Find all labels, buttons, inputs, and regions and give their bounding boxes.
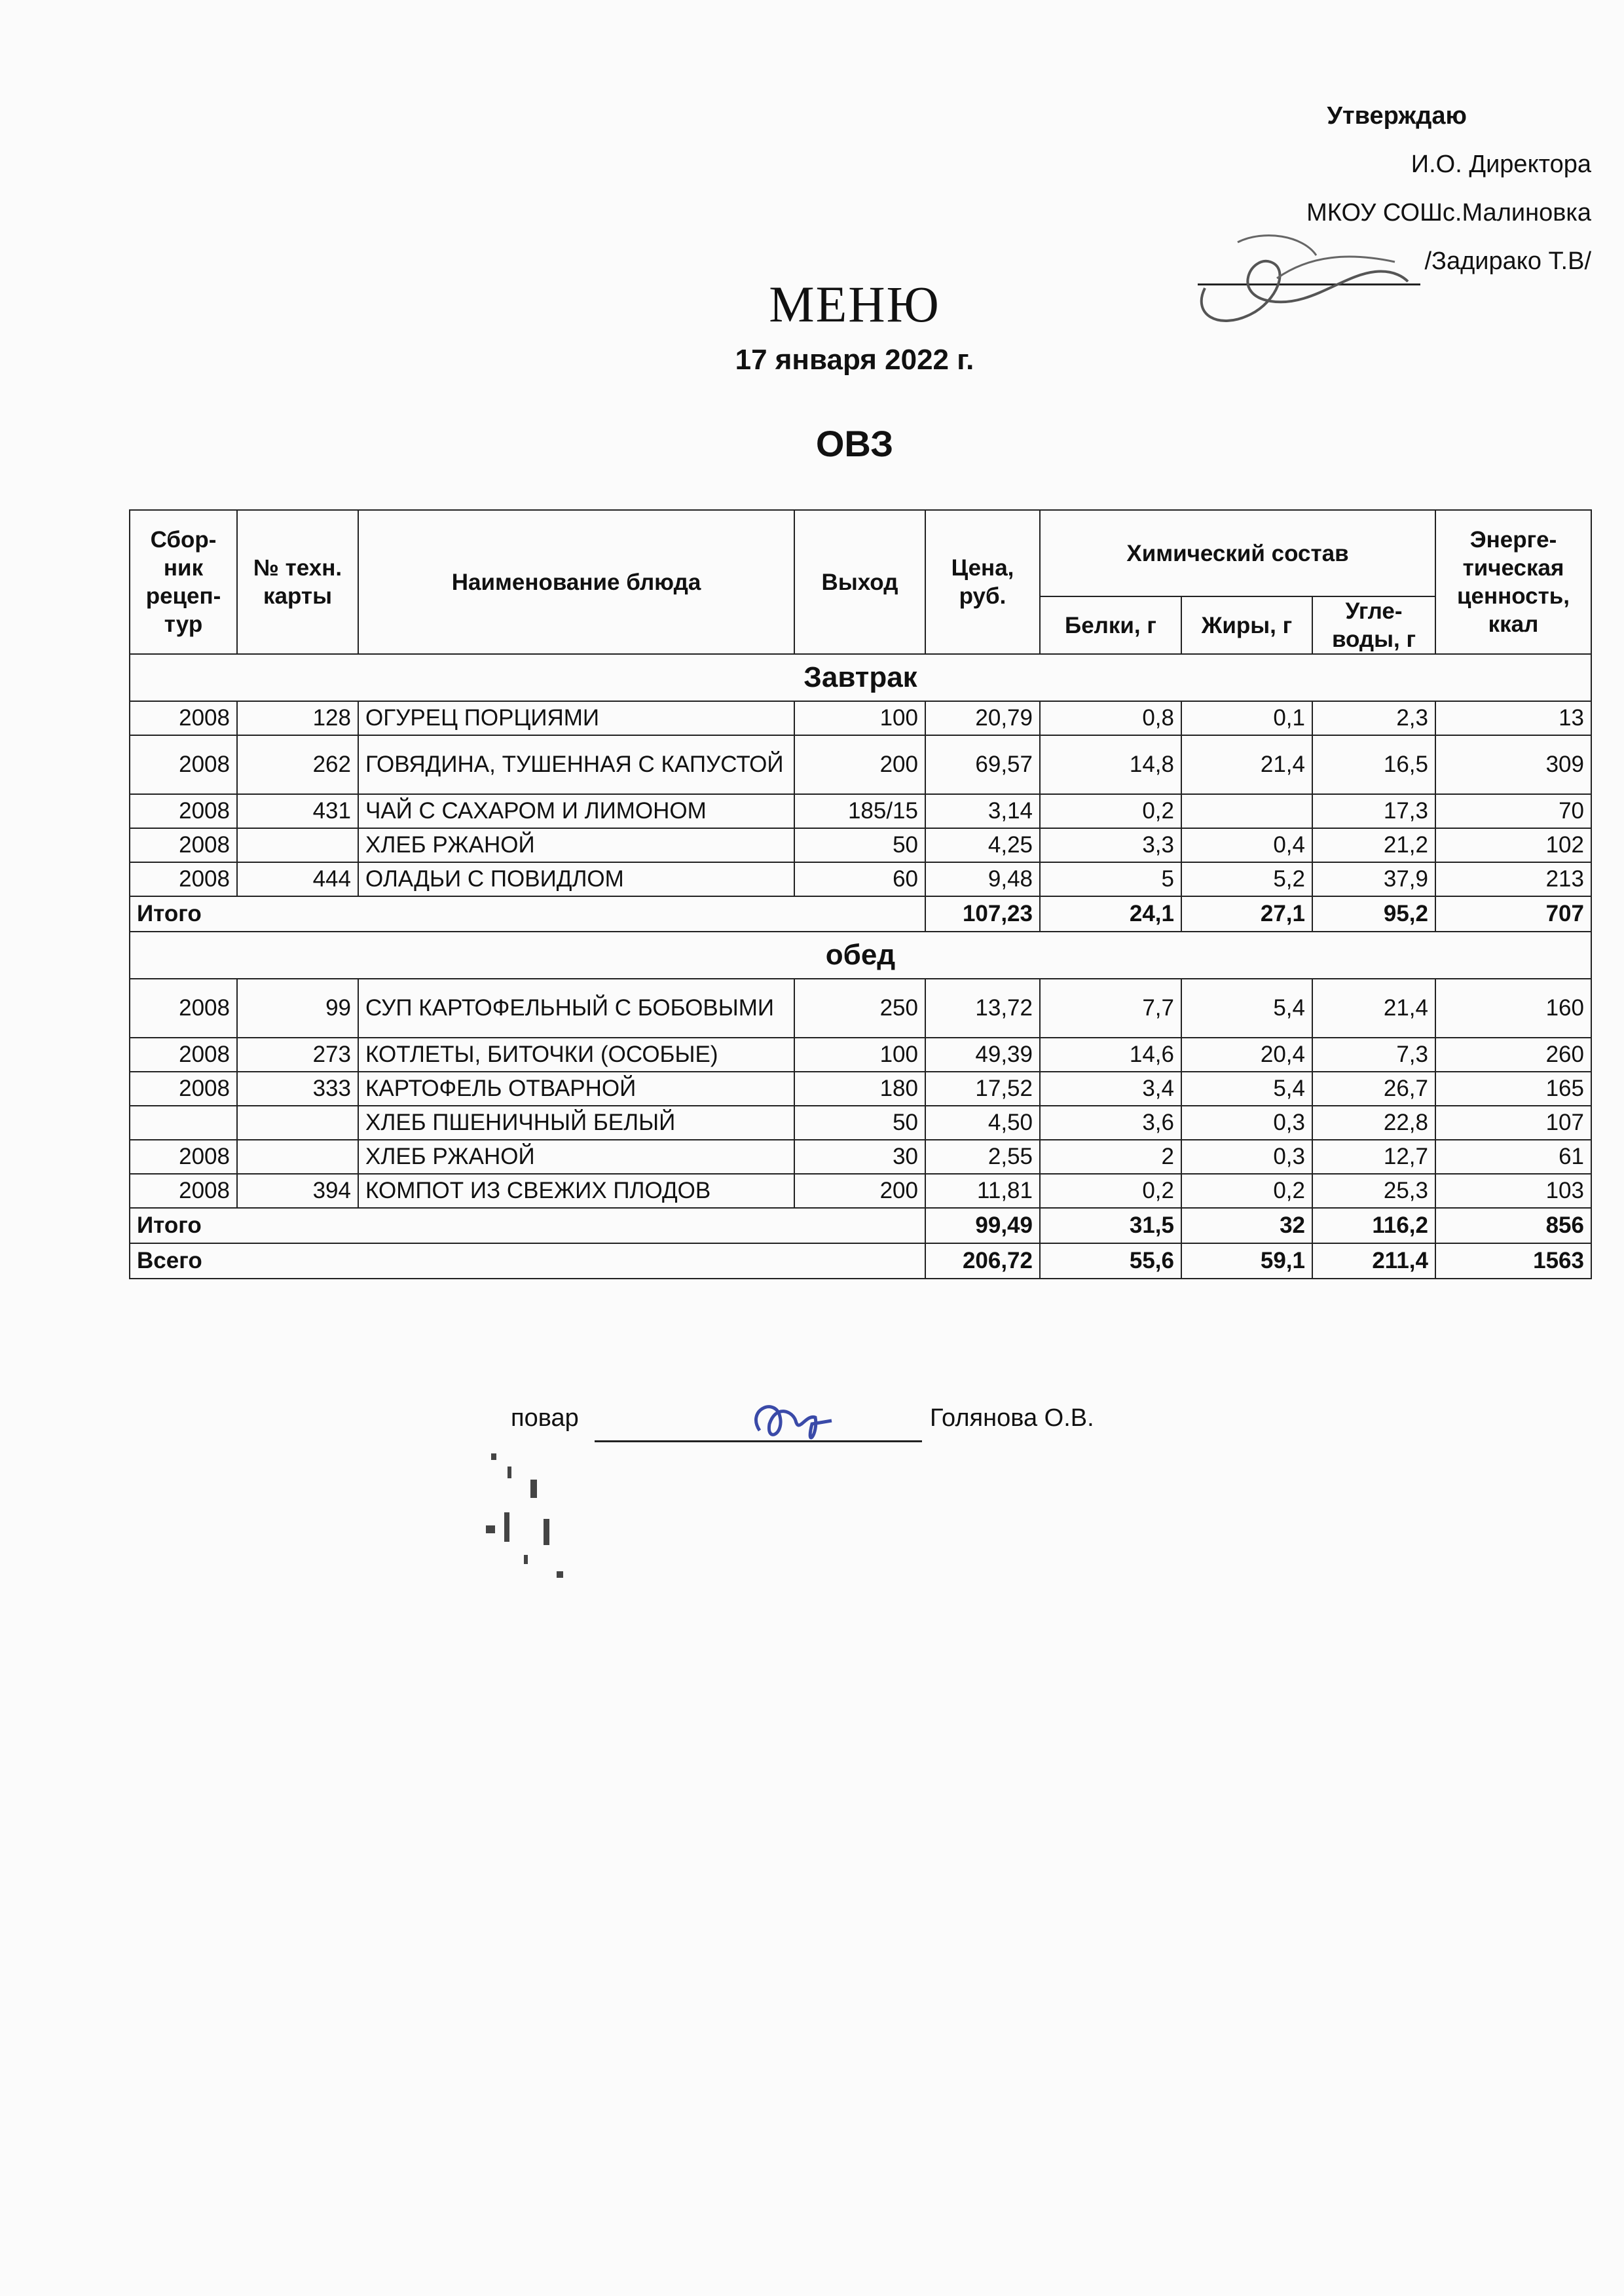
cell-collection: 2008 bbox=[130, 1038, 237, 1072]
cell-proteins: 3,3 bbox=[1040, 828, 1181, 862]
total-proteins: 24,1 bbox=[1040, 896, 1181, 932]
cell-energy: 260 bbox=[1435, 1038, 1591, 1072]
cell-fats: 21,4 bbox=[1181, 735, 1312, 794]
scan-artifact-icon bbox=[478, 1440, 589, 1597]
approval-name: /Задирако Т.В/ bbox=[1424, 247, 1591, 275]
cell-price: 20,79 bbox=[925, 701, 1040, 735]
cell-portion: 30 bbox=[794, 1140, 925, 1174]
cell-energy: 309 bbox=[1435, 735, 1591, 794]
cell-portion: 250 bbox=[794, 979, 925, 1038]
cell-price: 13,72 bbox=[925, 979, 1040, 1038]
cell-dish: ХЛЕБ ПШЕНИЧНЫЙ БЕЛЫЙ bbox=[358, 1106, 794, 1140]
cell-fats: 5,2 bbox=[1181, 862, 1312, 896]
cell-collection: 2008 bbox=[130, 979, 237, 1038]
table-row bbox=[130, 1072, 1591, 1106]
cell-card bbox=[237, 828, 358, 862]
total-energy: 856 bbox=[1435, 1208, 1591, 1243]
cell-energy: 160 bbox=[1435, 979, 1591, 1038]
cell-energy: 70 bbox=[1435, 794, 1591, 828]
document-date: 17 января 2022 г. bbox=[735, 344, 974, 376]
cell-fats: 5,4 bbox=[1181, 979, 1312, 1038]
cell-price: 49,39 bbox=[925, 1038, 1040, 1072]
cell-card: 273 bbox=[237, 1038, 358, 1072]
cell-dish: ГОВЯДИНА, ТУШЕННАЯ С КАПУСТОЙ bbox=[358, 735, 794, 794]
section-lunch bbox=[130, 932, 1591, 979]
lunch-total-row bbox=[130, 1208, 1591, 1243]
cell-fats: 5,4 bbox=[1181, 1072, 1312, 1106]
cell-energy: 61 bbox=[1435, 1140, 1591, 1174]
col-header-collection: Сбор-ник рецеп-тур bbox=[130, 510, 237, 654]
cell-collection bbox=[130, 1106, 237, 1140]
cell-portion: 50 bbox=[794, 828, 925, 862]
grand-total-row bbox=[130, 1243, 1591, 1279]
cell-collection: 2008 bbox=[130, 735, 237, 794]
cell-portion: 200 bbox=[794, 1174, 925, 1208]
cell-proteins: 3,6 bbox=[1040, 1106, 1181, 1140]
total-fats: 27,1 bbox=[1181, 896, 1312, 932]
cell-energy: 107 bbox=[1435, 1106, 1591, 1140]
cell-portion: 100 bbox=[794, 1038, 925, 1072]
cell-fats: 0,3 bbox=[1181, 1106, 1312, 1140]
cook-name: Голянова О.В. bbox=[930, 1404, 1094, 1432]
approval-organization: МКОУ СОШс.Малиновка bbox=[1306, 199, 1591, 227]
cell-proteins: 2 bbox=[1040, 1140, 1181, 1174]
cell-carbs: 17,3 bbox=[1312, 794, 1435, 828]
total-price: 99,49 bbox=[925, 1208, 1040, 1243]
cell-carbs: 7,3 bbox=[1312, 1038, 1435, 1072]
cell-portion: 100 bbox=[794, 701, 925, 735]
cell-dish: ХЛЕБ РЖАНОЙ bbox=[358, 1140, 794, 1174]
total-carbs: 95,2 bbox=[1312, 896, 1435, 932]
col-header-energy: Энерге-тическая ценность, ккал bbox=[1435, 510, 1591, 654]
total-energy: 707 bbox=[1435, 896, 1591, 932]
cell-dish: ХЛЕБ РЖАНОЙ bbox=[358, 828, 794, 862]
cell-portion: 185/15 bbox=[794, 794, 925, 828]
cell-dish: ОГУРЕЦ ПОРЦИЯМИ bbox=[358, 701, 794, 735]
cell-portion: 50 bbox=[794, 1106, 925, 1140]
table-row bbox=[130, 735, 1591, 794]
cell-carbs: 22,8 bbox=[1312, 1106, 1435, 1140]
total-label: Всего bbox=[130, 1243, 925, 1279]
total-price: 206,72 bbox=[925, 1243, 1040, 1279]
total-fats: 32 bbox=[1181, 1208, 1312, 1243]
table-row bbox=[130, 862, 1591, 896]
document-subtitle: ОВЗ bbox=[815, 423, 894, 464]
table-row bbox=[130, 1174, 1591, 1208]
cell-energy: 103 bbox=[1435, 1174, 1591, 1208]
cell-price: 9,48 bbox=[925, 862, 1040, 896]
table-row bbox=[130, 1106, 1591, 1140]
cell-fats: 0,1 bbox=[1181, 701, 1312, 735]
cell-carbs: 2,3 bbox=[1312, 701, 1435, 735]
cell-collection: 2008 bbox=[130, 794, 237, 828]
breakfast-total-row bbox=[130, 896, 1591, 932]
cell-collection: 2008 bbox=[130, 701, 237, 735]
total-label: Итого bbox=[130, 896, 925, 932]
approval-heading: Утверждаю bbox=[1327, 102, 1467, 130]
cell-proteins: 7,7 bbox=[1040, 979, 1181, 1038]
cell-fats bbox=[1181, 794, 1312, 828]
cell-proteins: 0,2 bbox=[1040, 1174, 1181, 1208]
cell-price: 2,55 bbox=[925, 1140, 1040, 1174]
cell-proteins: 14,6 bbox=[1040, 1038, 1181, 1072]
menu-table bbox=[129, 509, 1592, 1279]
cell-energy: 13 bbox=[1435, 701, 1591, 735]
approval-position: И.О. Директора bbox=[1411, 151, 1591, 178]
cell-fats: 20,4 bbox=[1181, 1038, 1312, 1072]
cell-proteins: 14,8 bbox=[1040, 735, 1181, 794]
total-carbs: 211,4 bbox=[1312, 1243, 1435, 1279]
cell-fats: 0,4 bbox=[1181, 828, 1312, 862]
cell-price: 4,25 bbox=[925, 828, 1040, 862]
cell-card: 262 bbox=[237, 735, 358, 794]
table-header-row bbox=[130, 510, 1591, 596]
col-header-carbs: Угле-воды, г bbox=[1312, 596, 1435, 654]
section-title: обед bbox=[130, 932, 1591, 979]
cell-card bbox=[237, 1106, 358, 1140]
cell-fats: 0,3 bbox=[1181, 1140, 1312, 1174]
total-price: 107,23 bbox=[925, 896, 1040, 932]
cell-portion: 60 bbox=[794, 862, 925, 896]
cook-label: повар bbox=[511, 1404, 579, 1432]
table-row bbox=[130, 1038, 1591, 1072]
cell-carbs: 21,2 bbox=[1312, 828, 1435, 862]
cell-card: 431 bbox=[237, 794, 358, 828]
cell-proteins: 0,2 bbox=[1040, 794, 1181, 828]
cell-card: 333 bbox=[237, 1072, 358, 1106]
total-proteins: 55,6 bbox=[1040, 1243, 1181, 1279]
col-header-portion: Выход bbox=[794, 510, 925, 654]
cell-dish: КОМПОТ ИЗ СВЕЖИХ ПЛОДОВ bbox=[358, 1174, 794, 1208]
cell-price: 4,50 bbox=[925, 1106, 1040, 1140]
cell-proteins: 0,8 bbox=[1040, 701, 1181, 735]
cell-carbs: 37,9 bbox=[1312, 862, 1435, 896]
cell-card: 128 bbox=[237, 701, 358, 735]
cell-card: 394 bbox=[237, 1174, 358, 1208]
table-row bbox=[130, 794, 1591, 828]
document-title: МЕНЮ bbox=[769, 276, 940, 333]
cell-portion: 180 bbox=[794, 1072, 925, 1106]
cell-carbs: 26,7 bbox=[1312, 1072, 1435, 1106]
cell-energy: 102 bbox=[1435, 828, 1591, 862]
cell-proteins: 5 bbox=[1040, 862, 1181, 896]
col-header-proteins: Белки, г bbox=[1040, 596, 1181, 654]
cell-carbs: 12,7 bbox=[1312, 1140, 1435, 1174]
cell-price: 69,57 bbox=[925, 735, 1040, 794]
cell-collection: 2008 bbox=[130, 862, 237, 896]
cell-fats: 0,2 bbox=[1181, 1174, 1312, 1208]
section-title: Завтрак bbox=[130, 654, 1591, 701]
total-fats: 59,1 bbox=[1181, 1243, 1312, 1279]
cell-portion: 200 bbox=[794, 735, 925, 794]
cell-collection: 2008 bbox=[130, 1174, 237, 1208]
cell-dish: КАРТОФЕЛЬ ОТВАРНОЙ bbox=[358, 1072, 794, 1106]
col-header-card: № техн. карты bbox=[237, 510, 358, 654]
col-header-fats: Жиры, г bbox=[1181, 596, 1312, 654]
cell-card: 444 bbox=[237, 862, 358, 896]
cell-dish: КОТЛЕТЫ, БИТОЧКИ (ОСОБЫЕ) bbox=[358, 1038, 794, 1072]
cook-signature-icon bbox=[740, 1385, 871, 1457]
table-row bbox=[130, 701, 1591, 735]
cell-dish: СУП КАРТОФЕЛЬНЫЙ С БОБОВЫМИ bbox=[358, 979, 794, 1038]
table-row bbox=[130, 828, 1591, 862]
cell-dish: ОЛАДЬИ С ПОВИДЛОМ bbox=[358, 862, 794, 896]
cell-proteins: 3,4 bbox=[1040, 1072, 1181, 1106]
cell-collection: 2008 bbox=[130, 828, 237, 862]
total-proteins: 31,5 bbox=[1040, 1208, 1181, 1243]
col-header-price: Цена, руб. bbox=[925, 510, 1040, 654]
cell-collection: 2008 bbox=[130, 1072, 237, 1106]
cell-carbs: 21,4 bbox=[1312, 979, 1435, 1038]
cell-price: 11,81 bbox=[925, 1174, 1040, 1208]
cell-card bbox=[237, 1140, 358, 1174]
cell-energy: 213 bbox=[1435, 862, 1591, 896]
col-header-chemical: Химический состав bbox=[1040, 510, 1435, 596]
cell-dish: ЧАЙ С САХАРОМ И ЛИМОНОМ bbox=[358, 794, 794, 828]
cell-price: 17,52 bbox=[925, 1072, 1040, 1106]
cell-carbs: 16,5 bbox=[1312, 735, 1435, 794]
cell-price: 3,14 bbox=[925, 794, 1040, 828]
table-row bbox=[130, 979, 1591, 1038]
cell-carbs: 25,3 bbox=[1312, 1174, 1435, 1208]
total-label: Итого bbox=[130, 1208, 925, 1243]
total-energy: 1563 bbox=[1435, 1243, 1591, 1279]
total-carbs: 116,2 bbox=[1312, 1208, 1435, 1243]
cell-energy: 165 bbox=[1435, 1072, 1591, 1106]
section-breakfast bbox=[130, 654, 1591, 701]
table-row bbox=[130, 1140, 1591, 1174]
col-header-dish: Наименование блюда bbox=[358, 510, 794, 654]
cell-card: 99 bbox=[237, 979, 358, 1038]
cell-collection: 2008 bbox=[130, 1140, 237, 1174]
